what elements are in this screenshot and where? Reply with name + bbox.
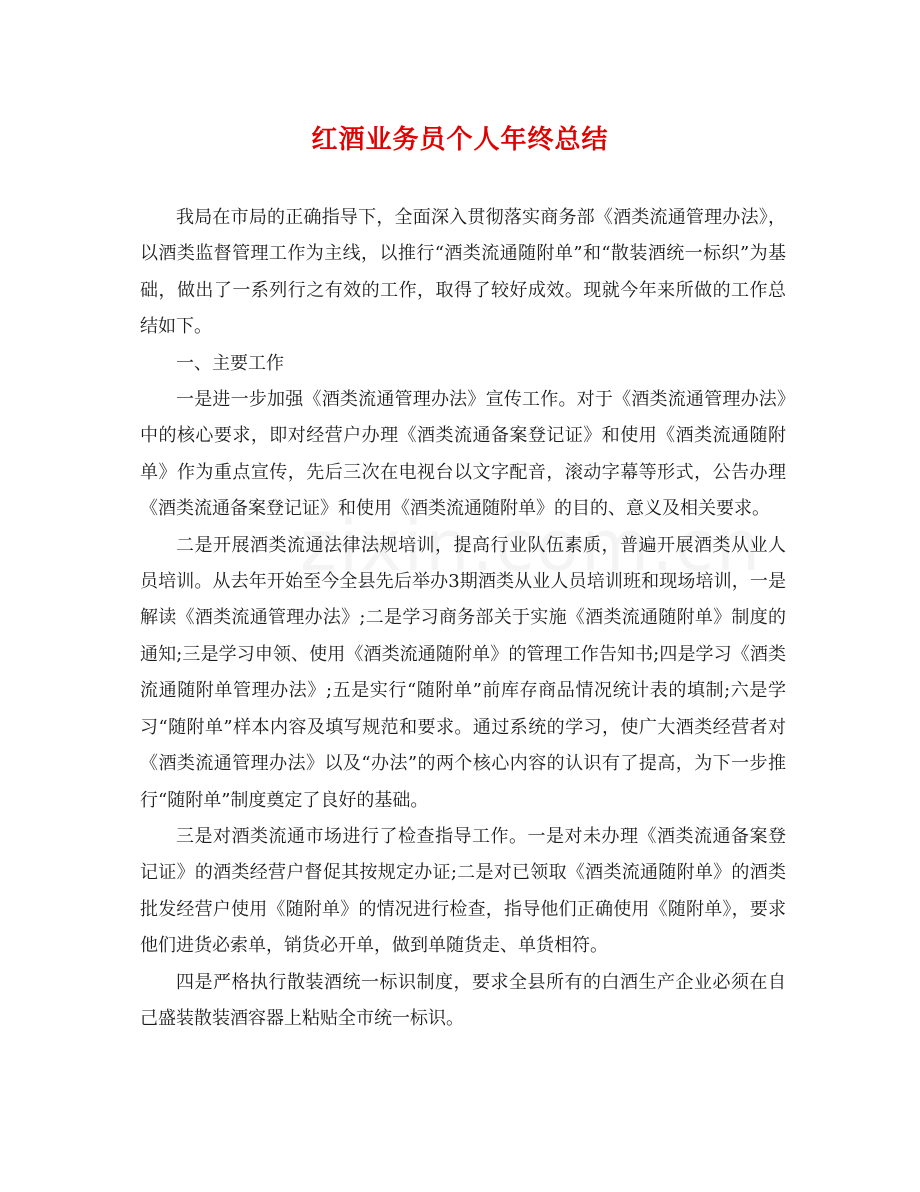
paragraph-3: 三是对酒类流通市场进行了检查指导工作。一是对未办理《酒类流通备案登记证》的酒类经营户督促其按规定办证;二是对已领取《酒类流通随附单》的酒类批发经营户使用《随附单》的情况进行检查，指导他们正确使用《随附单》，要求他们进货必索单，销货必开单，做到单随货走、单货相符。 — [140, 825, 786, 957]
document-title: 红酒业务员个人年终总结 — [311, 125, 609, 155]
document-body — [140, 200, 786, 1037]
paragraph-intro: 我局在市局的正确指导下，全面深入贯彻落实商务部《酒类流通管理办法》，以酒类监督管理工作为主线，以推行“酒类流通随附单”和“散装酒统一标织”为基础，做出了一系列行之有效的工作，取得了较好成效。现就今年来所做的工作总结如下。 — [140, 207, 786, 338]
section-heading: 一、主要工作 — [176, 352, 284, 374]
paragraph-2: 二是开展酒类流通法律法规培训，提高行业队伍素质，普遍开展酒类从业人员培训。从去年开始至今全县先后举办3期酒类从业人员培训班和现场培训，一是解读《酒类流通管理办法》;二是学习商务部关于实施《酒类流通随附单》制度的通知;三是学习申领、使用《酒类流通随附单》的管理工作告知书;四是学习《酒类流通随附单管理办法》;五是实行“随附单”前库存商品情况统计表的填制;六是学习“随附单”样本内容及填写规范和要求。通过系统的学习，使广大酒类经营者对《酒类流通管理办法》以及“办法”的两个核心内容的认识有了提高，为下一步推行“随附单”制度奠定了良好的基础。 — [140, 534, 786, 811]
paragraph-1: 一是进一步加强《酒类流通管理办法》宣传工作。对于《酒类流通管理办法》中的核心要求，即对经营户办理《酒类流通备案登记证》和使用《酒类流通随附单》作为重点宣传，先后三次在电视台以文字配音，滚动字幕等形式，公告办理《酒类流通备案登记证》和使用《酒类流通随附单》的目的、意义及相关要求。 — [140, 389, 786, 520]
paragraph-4: 四是严格执行散装酒统一标识制度，要求全县所有的白酒生产企业必须在自己盛装散装酒容器上粘贴全市统一标识。 — [140, 971, 786, 1029]
